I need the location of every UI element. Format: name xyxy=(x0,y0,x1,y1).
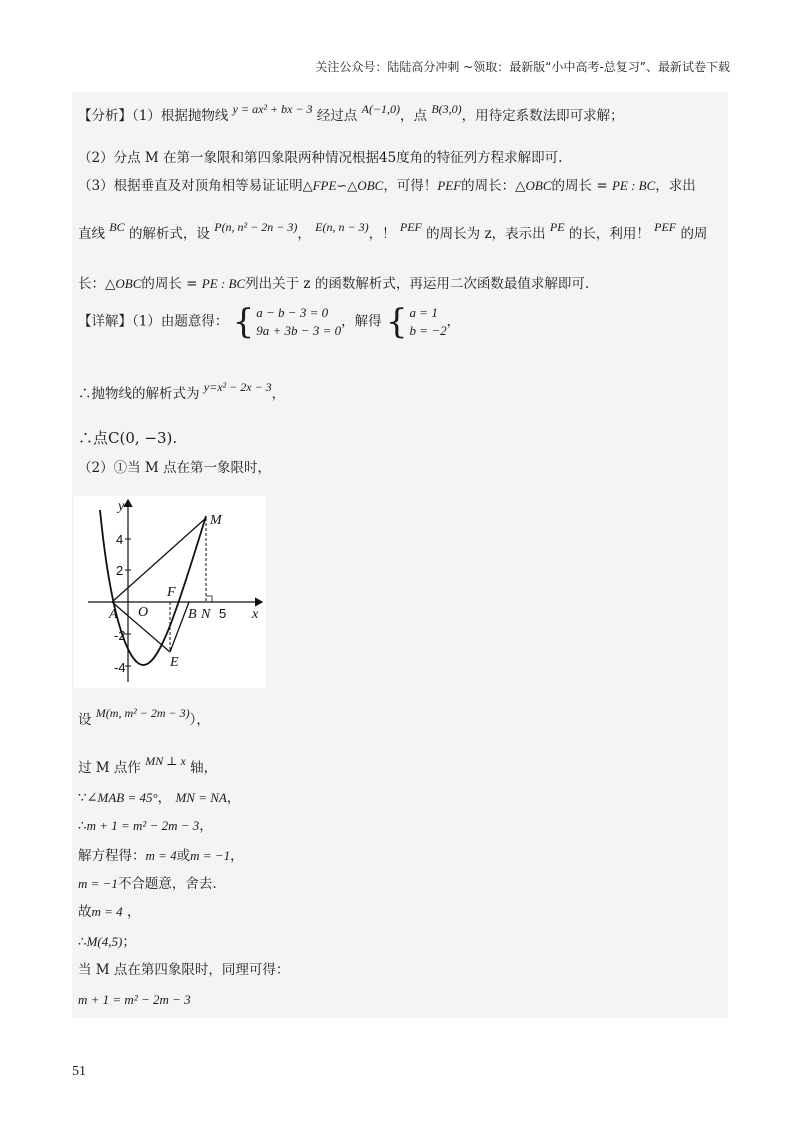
point-M: M(m, m² − 2m − 3) xyxy=(95,706,190,720)
label-x-axis: x xyxy=(252,607,259,622)
analysis-line-3: （3）根据垂直及对顶角相等易证证明△FPE∽△OBC，可得！PEF的周长：△OBC的周长 = PE : BC，求出 xyxy=(78,178,696,194)
label-A: A xyxy=(109,607,118,622)
detail-line-7: ∵∠MAB = 45°， MN = NA， xyxy=(78,790,241,806)
analysis-line-5: 长：△OBC的周长 = PE : BC列出关于 z 的函数解析式，再运用二次函数最值求解即可. xyxy=(78,276,590,292)
detail-line-5: 设 M(m, m² − 2m − 3)）， xyxy=(78,706,210,728)
tick-y-2: 2 xyxy=(116,563,124,578)
parabola-figure xyxy=(74,496,266,688)
parabola-equation: y = ax² + bx − 3 xyxy=(232,102,313,116)
analysis-line-4: 直线 BC 的解析式，设 P(n, n² − 2n − 3)， E(n, n − 3)，！ PEF 的周长为 z，表示出 PE 的长，利用！ PEF 的周 xyxy=(78,220,708,242)
detail-line-9: 解方程得：m = 4或m = −1， xyxy=(78,848,244,864)
equation-system-1: a − b − 3 = 0 9a + 3b − 3 = 0 xyxy=(256,305,342,338)
detail-line-12: ∴M(4,5)； xyxy=(78,934,136,950)
equation-system-2: a = 1 b = −2 xyxy=(409,305,447,338)
page-header: 关注公众号：陆陆高分冲刺 ~领取：最新版“小中高考-总复习”、最新试卷下载 xyxy=(315,60,730,74)
tick-y-neg4: -4 xyxy=(114,660,126,675)
analysis-line-1: 【分析】（1）根据抛物线 y = ax² + bx − 3 经过点 A(−1,0)，点 B(3,0)，用待定系数法即可求解； xyxy=(78,102,624,124)
tick-y-4: 4 xyxy=(116,532,124,547)
detail-label: 【详解】 xyxy=(78,313,132,330)
label-y-axis: y xyxy=(118,499,125,514)
label-N: N xyxy=(201,607,211,622)
detail-line-3: ∴点C(0, −3). xyxy=(78,429,178,447)
label-E: E xyxy=(170,655,179,670)
tick-y-neg2: -2 xyxy=(114,628,126,643)
page-number: 51 xyxy=(72,1064,86,1079)
point-E: E(n, n − 3) xyxy=(315,220,369,234)
detail-line-13: 当 M 点在第四象限时，同理可得： xyxy=(78,962,290,978)
analysis-label: 【分析】 xyxy=(78,108,132,124)
point-A: A(−1,0) xyxy=(361,102,401,116)
detail-line-1: 【详解】（1）由题意得： { a − b − 3 = 0 9a + 3b − 3 = 0 ，解得 { a = 1 b = −2 ， xyxy=(78,302,461,342)
point-P: P(n, n² − 2n − 3) xyxy=(214,220,298,234)
analysis-line-2: （2）分点 M 在第一象限和第四象限两种情况根据45度角的特征列方程求解即可. xyxy=(78,150,563,166)
label-O: O xyxy=(138,605,149,620)
label-M: M xyxy=(210,513,222,528)
parabola-graph xyxy=(74,496,266,688)
detail-line-2: ∴抛物线的解析式为 y=x² − 2x − 3， xyxy=(78,380,286,402)
label-F: F xyxy=(167,585,176,600)
detail-line-8: ∴m + 1 = m² − 2m − 3， xyxy=(78,818,213,834)
detail-line-10: m = −1不合题意，舍去. xyxy=(78,876,217,892)
tick-x-5: 5 xyxy=(219,606,227,621)
detail-line-14: m + 1 = m² − 2m − 3 xyxy=(78,992,191,1007)
label-B: B xyxy=(188,607,197,622)
point-B: B(3,0) xyxy=(431,102,462,116)
parabola-solution: y=x² − 2x − 3 xyxy=(203,380,272,394)
line-BE xyxy=(170,602,189,652)
detail-line-6: 过 M 点作 MN ⊥ x 轴， xyxy=(78,754,218,776)
detail-line-11: 故m = 4 ， xyxy=(78,904,141,920)
detail-line-4: （2）①当 M 点在第一象限时， xyxy=(78,460,271,476)
